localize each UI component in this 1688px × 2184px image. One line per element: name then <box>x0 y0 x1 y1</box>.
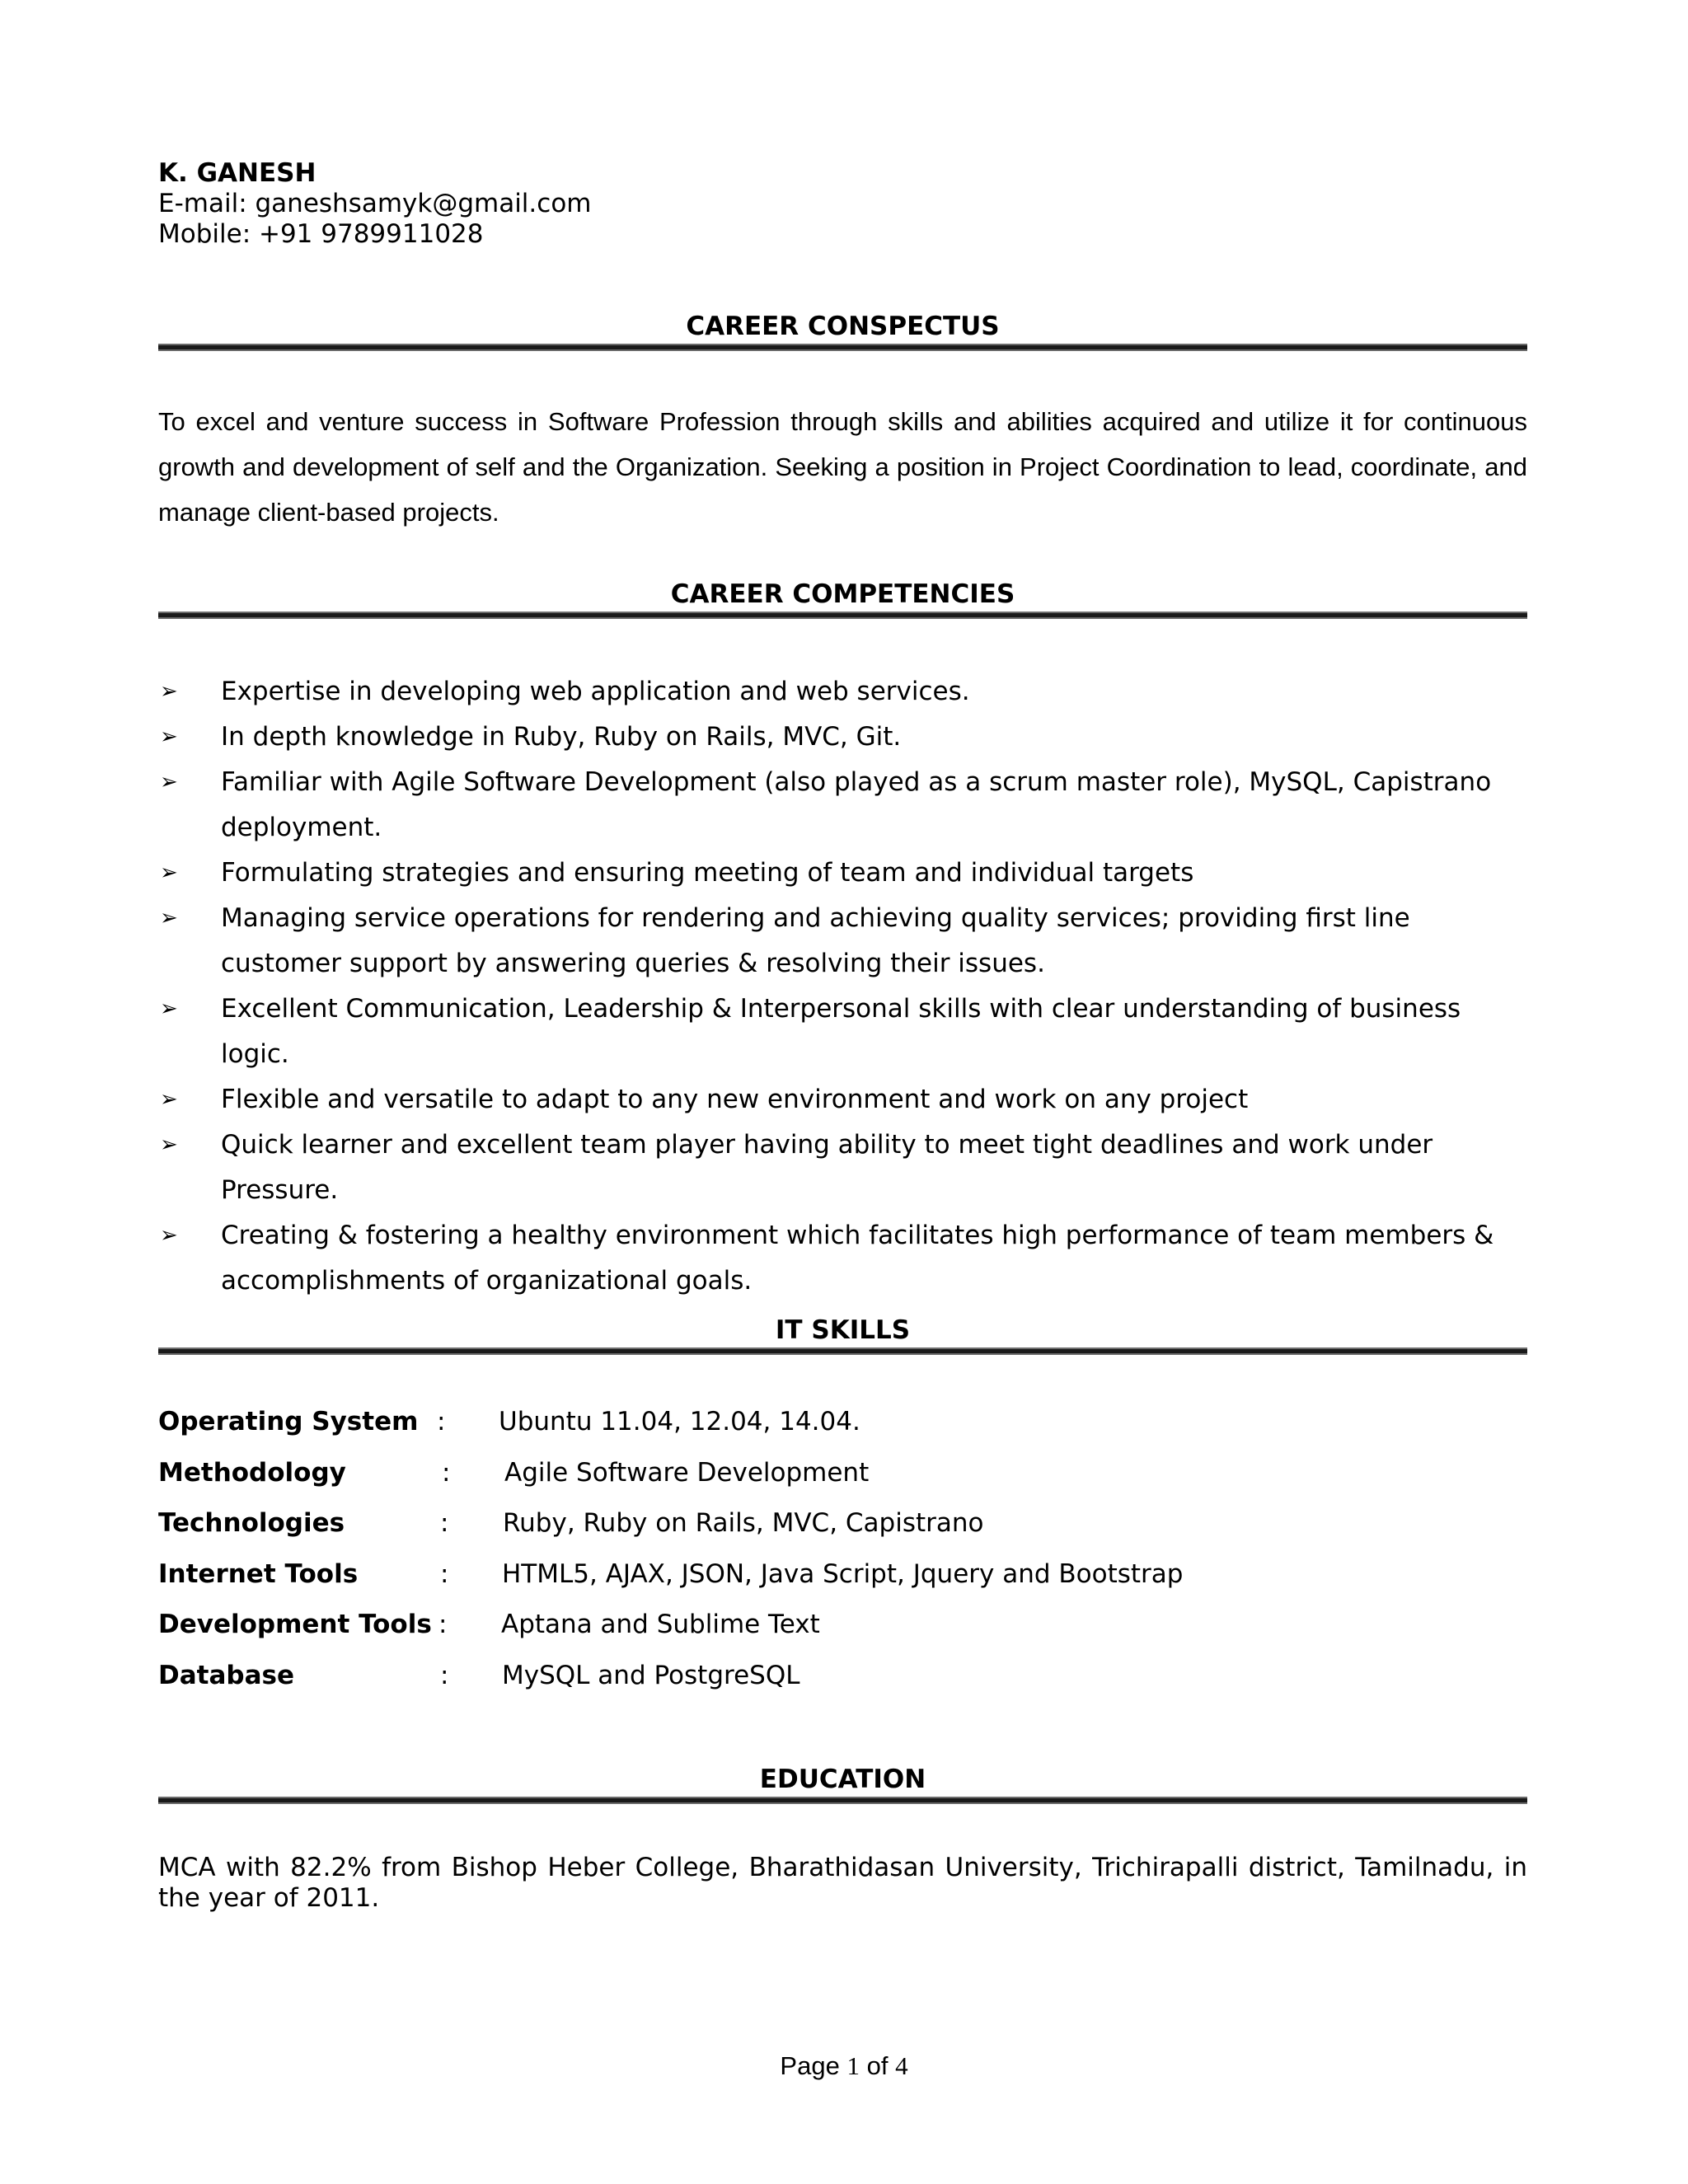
skill-value: HTML5, AJAX, JSON, Java Script, Jquery and Bootstrap <box>502 1558 1184 1589</box>
competency-text: In depth knowledge in Ruby, Ruby on Rails, MVC, Git. <box>221 722 902 752</box>
section-divider <box>158 344 1527 351</box>
skill-label: Database <box>158 1660 294 1690</box>
competency-text: Formulating strategies and ensuring meeting of team and individual targets <box>221 858 1194 888</box>
section-divider <box>158 1797 1527 1804</box>
skill-colon: : <box>440 1508 449 1538</box>
skill-value: Aptana and Sublime Text <box>501 1610 820 1639</box>
competency-text: Excellent Communication, Leadership & Interpersonal skills with clear understanding of business logic. <box>221 994 1461 1069</box>
list-item <box>158 760 1527 851</box>
skill-value: MySQL and PostgreSQL <box>502 1660 800 1690</box>
mobile-line: Mobile: +91 9789911028 <box>158 219 484 249</box>
list-item <box>158 987 1527 1077</box>
skill-value: Agile Software Development <box>504 1457 870 1488</box>
skill-colon: : <box>442 1457 451 1488</box>
list-item <box>158 715 1527 760</box>
arrow-bullet-icon: ➢ <box>160 860 178 885</box>
list-item <box>158 851 1527 896</box>
page-of-label: of <box>866 2051 889 2080</box>
section-title-education: EDUCATION <box>759 1765 926 1794</box>
skill-label: Methodology <box>158 1457 346 1488</box>
skill-label: Operating System <box>158 1407 419 1436</box>
total-pages-number: 4 <box>895 2051 908 2080</box>
section-title-career-competencies: CAREER COMPETENCIES <box>670 579 1015 609</box>
arrow-bullet-icon: ➢ <box>160 996 178 1021</box>
list-item <box>158 669 1527 715</box>
arrow-bullet-icon: ➢ <box>160 724 178 749</box>
competencies-list <box>158 669 1527 1304</box>
email-line: E-mail: ganeshsamyk@gmail.com <box>158 189 592 218</box>
page-number <box>0 2050 1688 2082</box>
competency-text: Familiar with Agile Software Development (also played as a scrum master role), MySQL, Capistrano deployment. <box>221 767 1492 842</box>
skill-colon: : <box>440 1660 449 1690</box>
page-label: Page <box>780 2051 840 2080</box>
skill-colon: : <box>438 1610 448 1639</box>
arrow-bullet-icon: ➢ <box>160 770 178 794</box>
arrow-bullet-icon: ➢ <box>160 679 178 704</box>
list-item <box>158 1122 1527 1213</box>
competency-text: Creating & fostering a healthy environment which facilitates high performance of team members & accomplishments of organizational goals. <box>221 1221 1494 1296</box>
career-objective: To excel and venture success in Software Profession through skills and abilities acquired and utilize it for continuous growth and development of self and the Organization. Seeking a position in Project Coordination to lead, coordinate, and manage client-based projects. <box>158 407 1527 527</box>
section-divider <box>158 1347 1527 1355</box>
arrow-bullet-icon: ➢ <box>160 1132 178 1157</box>
arrow-bullet-icon: ➢ <box>160 906 178 930</box>
resume-header <box>158 158 592 250</box>
candidate-name: K. GANESH <box>158 158 316 188</box>
section-title-career-conspectus: CAREER CONSPECTUS <box>686 312 1000 341</box>
skill-label: Technologies <box>158 1508 345 1538</box>
competency-text: Expertise in developing web application and web services. <box>221 677 970 706</box>
section-title-it-skills: IT SKILLS <box>775 1315 911 1345</box>
competency-text: Quick learner and excellent team player having ability to meet tight deadlines and work under Pressure. <box>221 1130 1433 1205</box>
skill-value: Ubuntu 11.04, 12.04, 14.04. <box>499 1407 860 1436</box>
list-item <box>158 1213 1527 1304</box>
education-text: MCA with 82.2% from Bishop Heber College, Bharathidasan University, Trichirapalli district, Tamilnadu, in the year of 2011. <box>158 1853 1527 1913</box>
list-item <box>158 896 1527 987</box>
skill-label: Development Tools <box>158 1610 432 1639</box>
current-page-number: 1 <box>846 2051 860 2080</box>
arrow-bullet-icon: ➢ <box>160 1223 178 1248</box>
section-divider <box>158 612 1527 619</box>
skill-label: Internet Tools <box>158 1558 359 1589</box>
list-item <box>158 1077 1527 1122</box>
skill-value: Ruby, Ruby on Rails, MVC, Capistrano <box>503 1508 984 1538</box>
competency-text: Managing service operations for rendering and achieving quality services; providing first line customer support by answering queries & resolving their issues. <box>221 903 1410 978</box>
skill-colon: : <box>437 1407 446 1436</box>
competency-text: Flexible and versatile to adapt to any new environment and work on any project <box>221 1085 1249 1114</box>
arrow-bullet-icon: ➢ <box>160 1087 178 1112</box>
skill-colon: : <box>440 1558 449 1589</box>
